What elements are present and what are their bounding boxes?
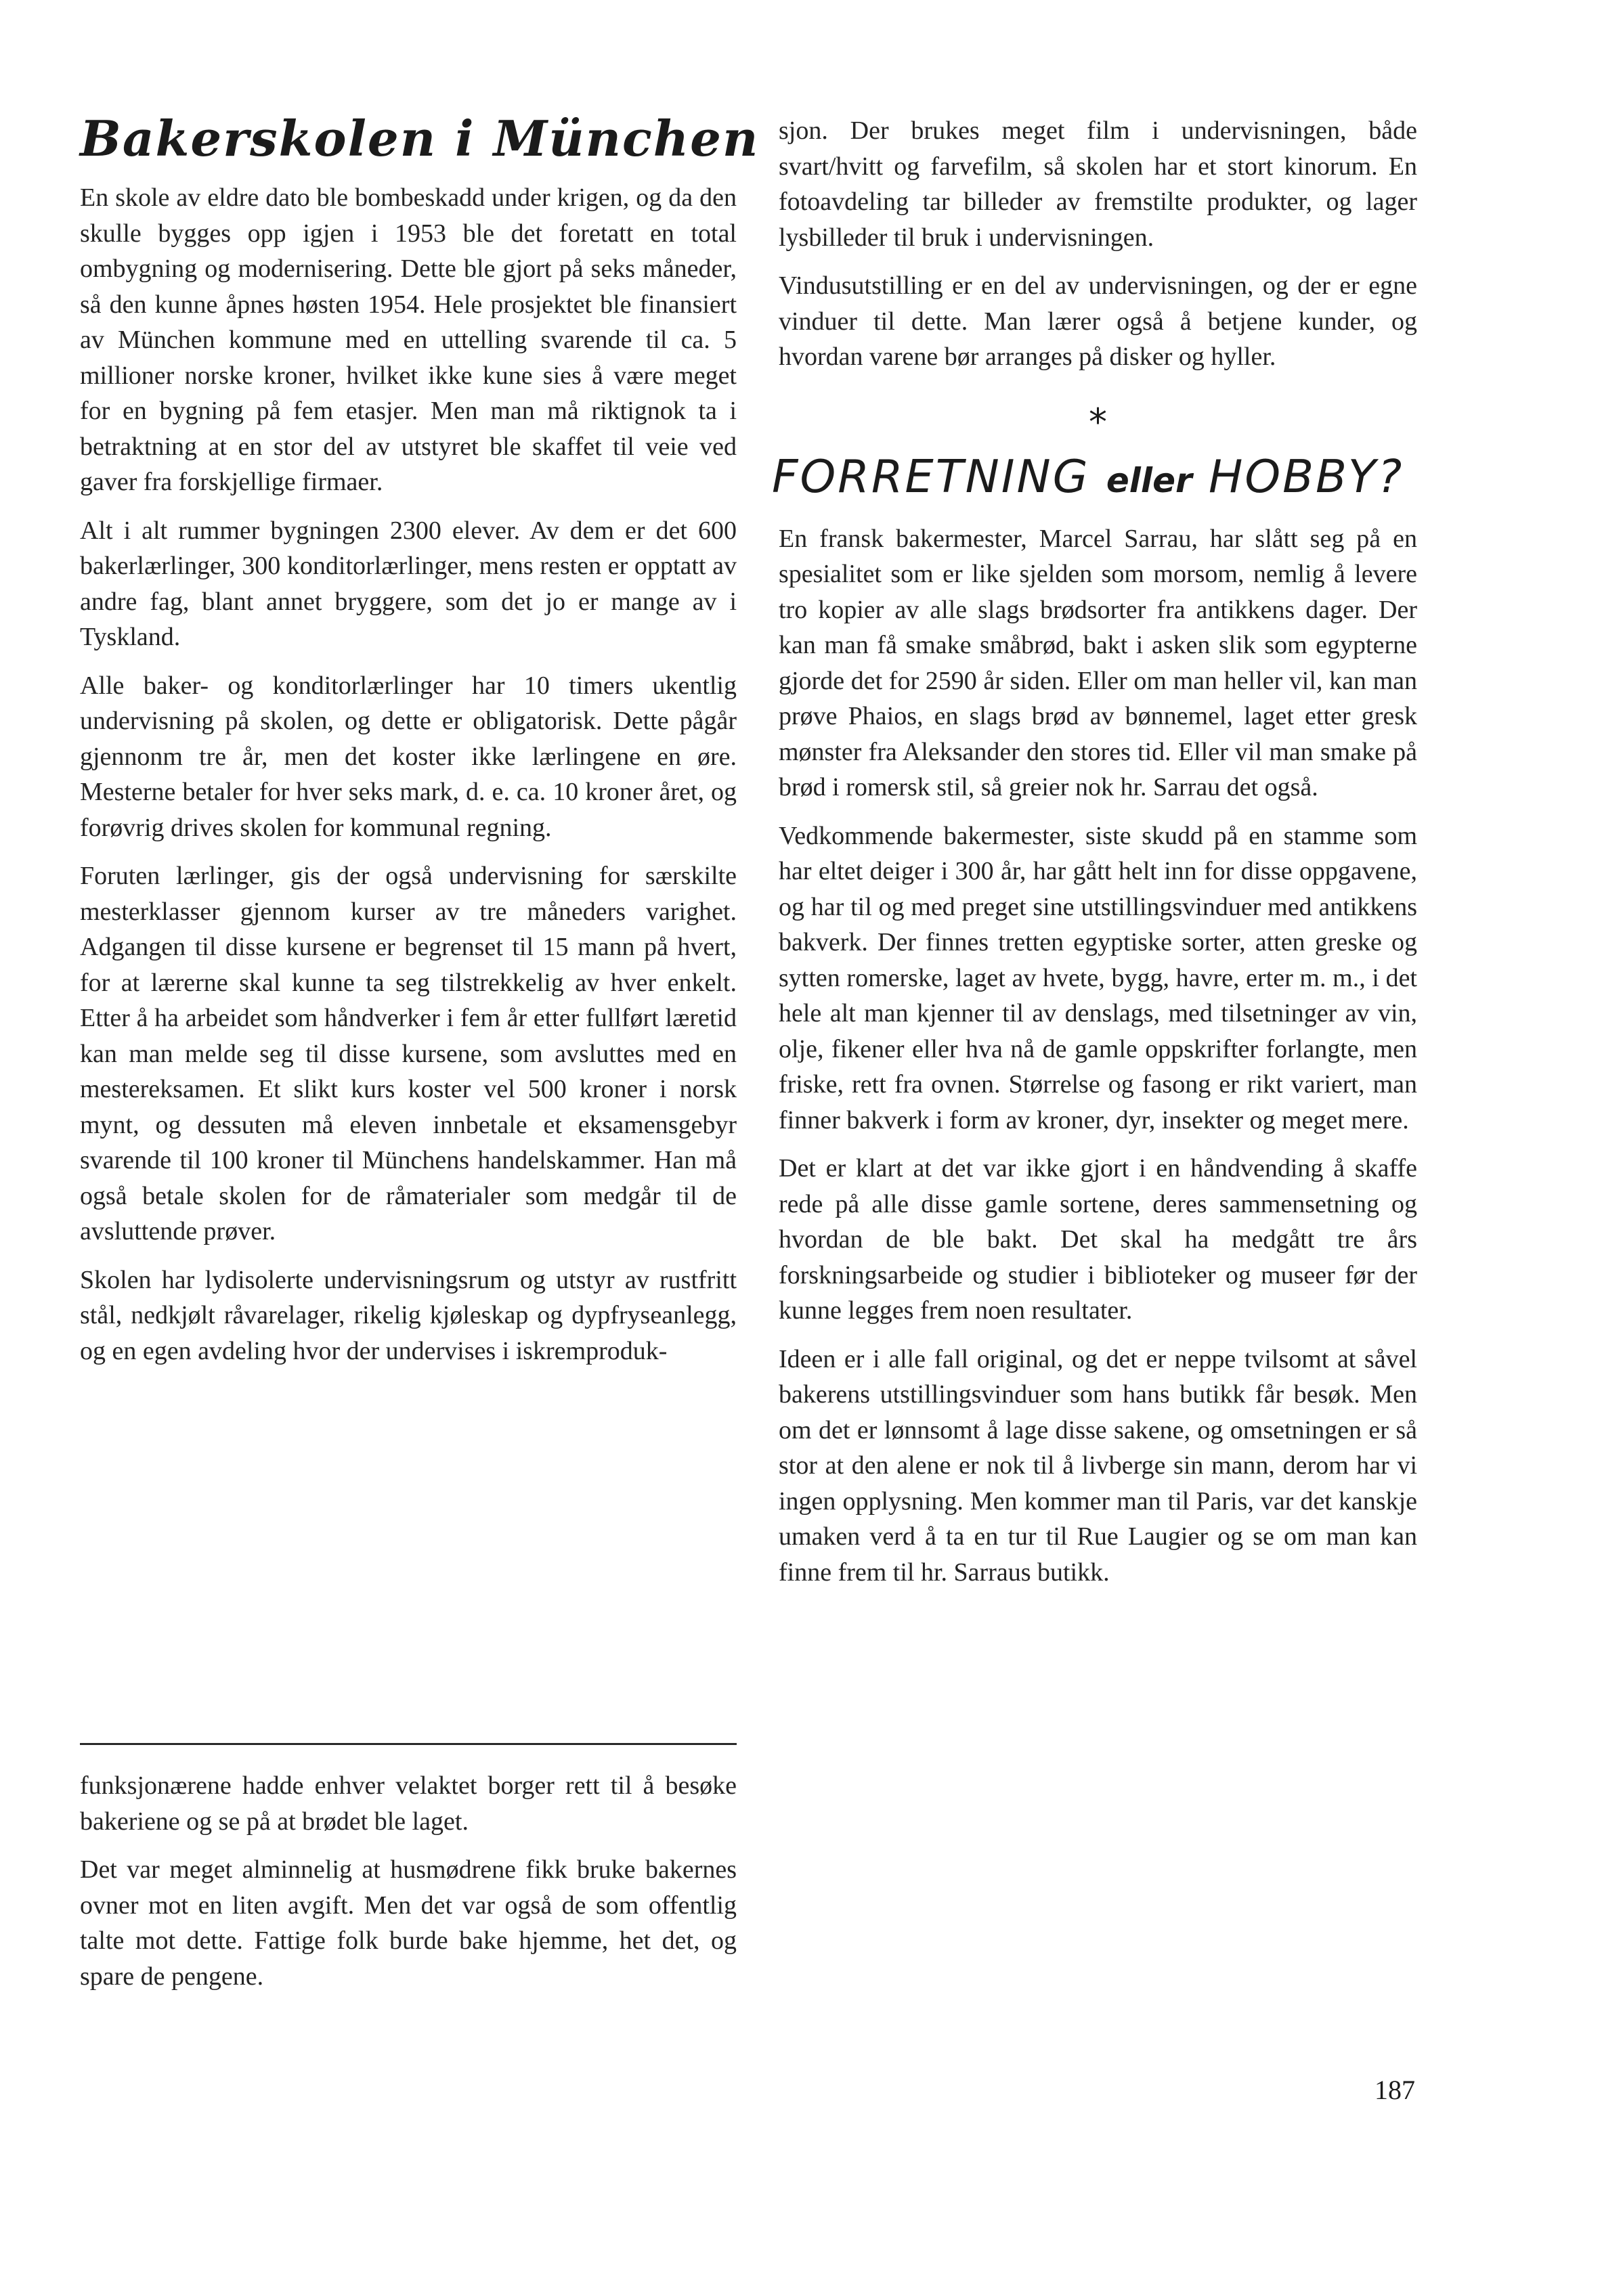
article-title-forretning-eller-hobby [772, 449, 1437, 508]
section-separator-asterisk: * [1089, 400, 1107, 443]
title-word-eller: eller [1106, 460, 1192, 500]
title-word-forretning: FORRETNING [772, 449, 1090, 503]
article-fragment-paragraph: Det var meget alminnelig at husmødrene fikk bruke bakernes ovner mot en liten avgift. Men det var også de som offentlig talte mot dette. Fattige folk burde bake hjemme, het det, og spare de pengene. [80, 1855, 737, 1991]
left-column [80, 108, 760, 1369]
article-paragraph: En fransk bakermester, Marcel Sarrau, har slått seg på en spesialitet som er like sjelden som morsom, nemlig å levere tro kopier av alle slags brødsorter fra antikkens dager. Der kan man få smake småbrød, bakt i asken slik som egypterne gjorde det for 2590 år siden. Eller om man heller vil, kan man prøve Phaios, en slags brød av bønnemel, laget etter gresk mønster fra Aleksander den stores tid. Eller vil man smake på brød i romersk stil, så greier nok hr. Sarrau det også. [779, 524, 1417, 801]
article-paragraph: Det er klart at det var ikke gjort i en håndvending å skaffe rede på alle disse gamle sortene, deres sammensetning og hvordan de ble bakt. Det skal ha medgått tre års forskningsarbeide og studier i biblioteker og museer før der kunne legges frem noen resultater. [779, 1154, 1417, 1325]
article-paragraph: Foruten lærlinger, gis der også undervisning for særskilte mesterklasser gjennom kurser av tre måneders varighet. Adgangen til disse kursene er begrenset til 15 mann på hvert, for at lærerne skal kunne ta seg tilstrekkelig av hver enkelt. Etter å ha arbeidet som håndverker i fem år etter fullført læretid kan man melde seg til disse kursene, som avsluttes med en mestereksamen. Et slikt kurs koster vel 500 kroner i norsk mynt, og dessuten må eleven innbetale et eksamensgebyr svarende til 100 kroner til Münchens handelskammer. Han må også betale skolen for de råmaterialer som medgår til de avsluttende prøver. [80, 862, 737, 1245]
continuation-paragraph: Vindusutstilling er en del av undervisningen, og der er egne vinduer til dette. Man lærer også å betjene kunder, og hvordan varene bør arranges på disker og hyller. [779, 271, 1417, 371]
title-word-hobby: HOBBY? [1208, 449, 1404, 503]
article-paragraph: Ideen er i alle fall original, og det er neppe tvilsomt at såvel bakerens utstillingsvinduer som hans butikk får besøk. Men om det er lønnsomt å lage disse sakene, og omsetningen er så stor at den alene er nok til å livberge sin mann, derom har vi ingen opplysning. Men kommer man til Paris, var det kanskje umaken verd å ta en tur til Rue Laugier og se om man kan finne frem til hr. Sarraus butikk. [779, 1344, 1417, 1587]
article-fragment-paragraph: funksjonærene hadde enhver velaktet borger rett til å besøke bakeriene og se på at brødet ble laget. [80, 1771, 737, 1836]
column-divider-rule [80, 1743, 737, 1745]
right-column [772, 113, 1417, 1603]
article-paragraph: En skole av eldre dato ble bombeskadd under krigen, og da den skulle bygges opp igjen i 1953 ble det foretatt en total ombygning og modernisering. Dette ble gjort på seks måneder, så den kunne åpnes høsten 1954. Hele prosjektet ble finansiert av München kommune med en uttelling svarende til ca. 5 millioner norske kroner, hvilket ikke kune sies å være meget for en bygning på fem etasjer. Men man må riktignok ta i betraktning at en stor del av utstyret ble skaffet til veie ved gaver fra forskjellige firmaer. [80, 183, 737, 496]
left-bottom-section [80, 1728, 737, 2007]
article-paragraph: Skolen har lydisolerte undervisningsrum og utstyr av rustfritt stål, nedkjølt råvarelager, rikelig kjøleskap og dypfryseanlegg, og en egen avdeling hvor der undervises i iskremproduk- [80, 1265, 737, 1365]
article-title-bakerskolen: Bakerskolen i München [80, 110, 760, 167]
article-paragraph: Vedkommende bakermester, siste skudd på en stamme som har eltet deiger i 300 år, har gått helt inn for disse oppgavene, og har til og med preget sine utstillingsvinduer med antikkens bakverk. Der finnes tretten egyptiske sorter, atten greske og sytten romerske, laget av hvete, bygg, havre, erter m. m., i det hele alt man kjenner til av denslags, med tilsetninger av vin, olje, fikener eller hva nå de gamle oppskrifter forlangte, men friske, rett fra ovnen. Størrelse og fasong er rikt variert, man finner bakverk i form av kroner, dyr, insekter og meget mere. [779, 821, 1417, 1134]
page-number: 187 [1374, 2075, 1415, 2105]
article-paragraph: Alle baker- og konditorlærlinger har 10 timers ukentlig undervisning på skolen, og dette er obligatorisk. Dette pågår gjennonm tre år, men det koster ikke lærlingene en øre. Mesterne betaler for hver seks mark, d. e. ca. 10 kroner året, og forøvrig drives skolen for kommunal regning. [80, 671, 737, 842]
article-paragraph: Alt i alt rummer bygningen 2300 elever. Av dem er det 600 bakerlærlinger, 300 konditorlærlinger, mens resten er opptatt av andre fag, blant annet bryggere, som det jo er mange av i Tyskland. [80, 516, 737, 651]
continuation-paragraph: sjon. Der brukes meget film i undervisningen, både svart/hvitt og farvefilm, så skolen har et stort kinorum. En fotoavdeling tar billeder av fremstilte produkter, og lager lysbilleder til bruk i undervisningen. [779, 116, 1417, 252]
